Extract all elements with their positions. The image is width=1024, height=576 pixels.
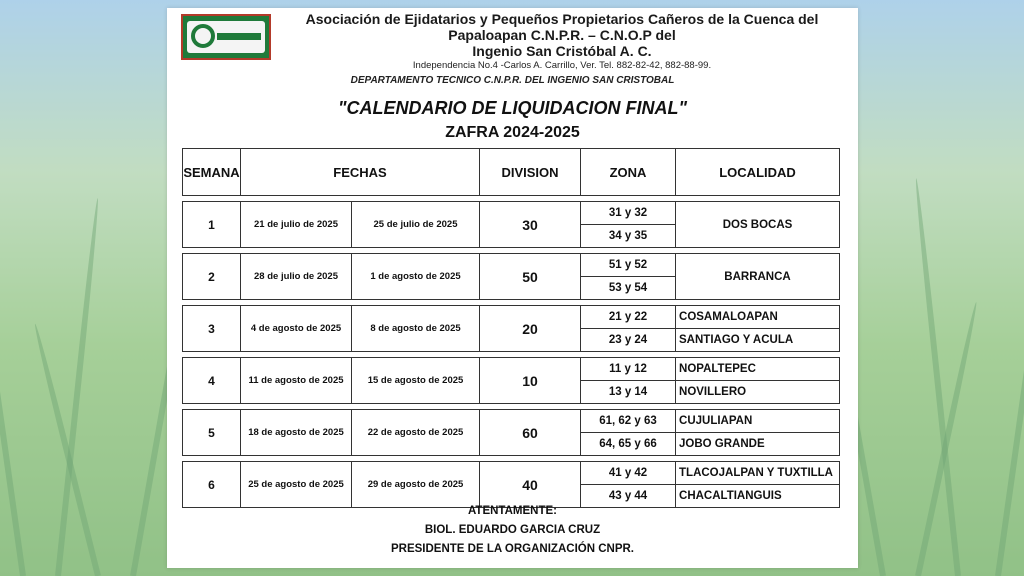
logo-emblem-icon [187,21,265,53]
start-date: 21 de julio de 2025 [241,202,352,248]
zone-value: 13 y 14 [581,381,676,404]
week-number: 4 [183,358,241,404]
zone-value: 31 y 32 [581,202,676,225]
signature-closing: ATENTAMENTE: [467,505,557,517]
locality-value: CHACALTIANGUIS [676,485,840,508]
locality-value: COSAMALOAPAN [676,306,840,329]
locality-value: NOPALTEPEC [676,358,840,381]
start-date: 28 de julio de 2025 [241,254,352,300]
division-value: 60 [480,410,581,456]
locality-value: CUJULIAPAN [676,410,840,433]
header-fechas: FECHAS [241,149,480,196]
end-date: 22 de agosto de 2025 [352,410,480,456]
table-row [183,358,840,381]
locality-value: JOBO GRANDE [676,433,840,456]
table-row [183,410,840,433]
division-value: 50 [480,254,581,300]
end-date: 15 de agosto de 2025 [352,358,480,404]
start-date: 4 de agosto de 2025 [241,306,352,352]
week-number: 1 [183,202,241,248]
signature-block [167,502,858,559]
zone-value: 64, 65 y 66 [581,433,676,456]
locality-value: NOVILLERO [676,381,840,404]
document-subtitle: ZAFRA 2024-2025 [445,124,580,141]
week-number: 6 [183,462,241,508]
zone-value: 21 y 22 [581,306,676,329]
organization-logo [181,14,271,60]
zone-value: 23 y 24 [581,329,676,352]
locality-value: SANTIAGO Y ACULA [676,329,840,352]
start-date: 25 de agosto de 2025 [241,462,352,508]
end-date: 8 de agosto de 2025 [352,306,480,352]
liquidation-calendar-table [182,148,840,508]
table-row [183,306,840,329]
header-zona: ZONA [581,149,676,196]
zone-value: 11 y 12 [581,358,676,381]
locality-value: DOS BOCAS [676,202,840,248]
zone-value: 34 y 35 [581,225,676,248]
signature-name: BIOL. EDUARDO GARCIA CRUZ [424,524,601,536]
end-date: 29 de agosto de 2025 [352,462,480,508]
division-value: 30 [480,202,581,248]
organization-address: Independencia No.4 -Carlos A. Carrillo, Ver. Tel. 882-82-42, 882-88-99. [412,60,712,71]
department-name: DEPARTAMENTO TECNICO C.N.P.R. DEL INGENIO SAN CRISTOBAL [350,75,675,86]
week-number: 3 [183,306,241,352]
org-name-line-3: Ingenio San Cristóbal A. C. [472,43,652,59]
zone-value: 61, 62 y 63 [581,410,676,433]
week-number: 2 [183,254,241,300]
table-row [183,462,840,485]
division-value: 20 [480,306,581,352]
header-division: DIVISION [480,149,581,196]
end-date: 25 de julio de 2025 [352,202,480,248]
division-value: 40 [480,462,581,508]
start-date: 11 de agosto de 2025 [241,358,352,404]
document-page [167,8,858,568]
zone-value: 41 y 42 [581,462,676,485]
week-number: 5 [183,410,241,456]
end-date: 1 de agosto de 2025 [352,254,480,300]
zone-value: 43 y 44 [581,485,676,508]
zone-value: 51 y 52 [581,254,676,277]
start-date: 18 de agosto de 2025 [241,410,352,456]
zone-value: 53 y 54 [581,277,676,300]
document-title: "CALENDARIO DE LIQUIDACION FINAL" [337,98,688,118]
locality-value: TLACOJALPAN Y TUXTILLA [676,462,840,485]
header-semana: SEMANA [183,149,241,196]
table-header-row [183,149,840,196]
division-value: 10 [480,358,581,404]
locality-value: BARRANCA [676,254,840,300]
org-name-line-2: Papaloapan C.N.P.R. – C.N.O.P del [448,27,676,43]
table-row [183,202,840,225]
organization-name [277,11,847,59]
org-name-line-1: Asociación de Ejidatarios y Pequeños Propietarios Cañeros de la Cuenca del [305,11,819,27]
signature-role: PRESIDENTE DE LA ORGANIZACIÓN CNPR. [390,543,634,555]
table-row [183,254,840,277]
header-localidad: LOCALIDAD [676,149,840,196]
